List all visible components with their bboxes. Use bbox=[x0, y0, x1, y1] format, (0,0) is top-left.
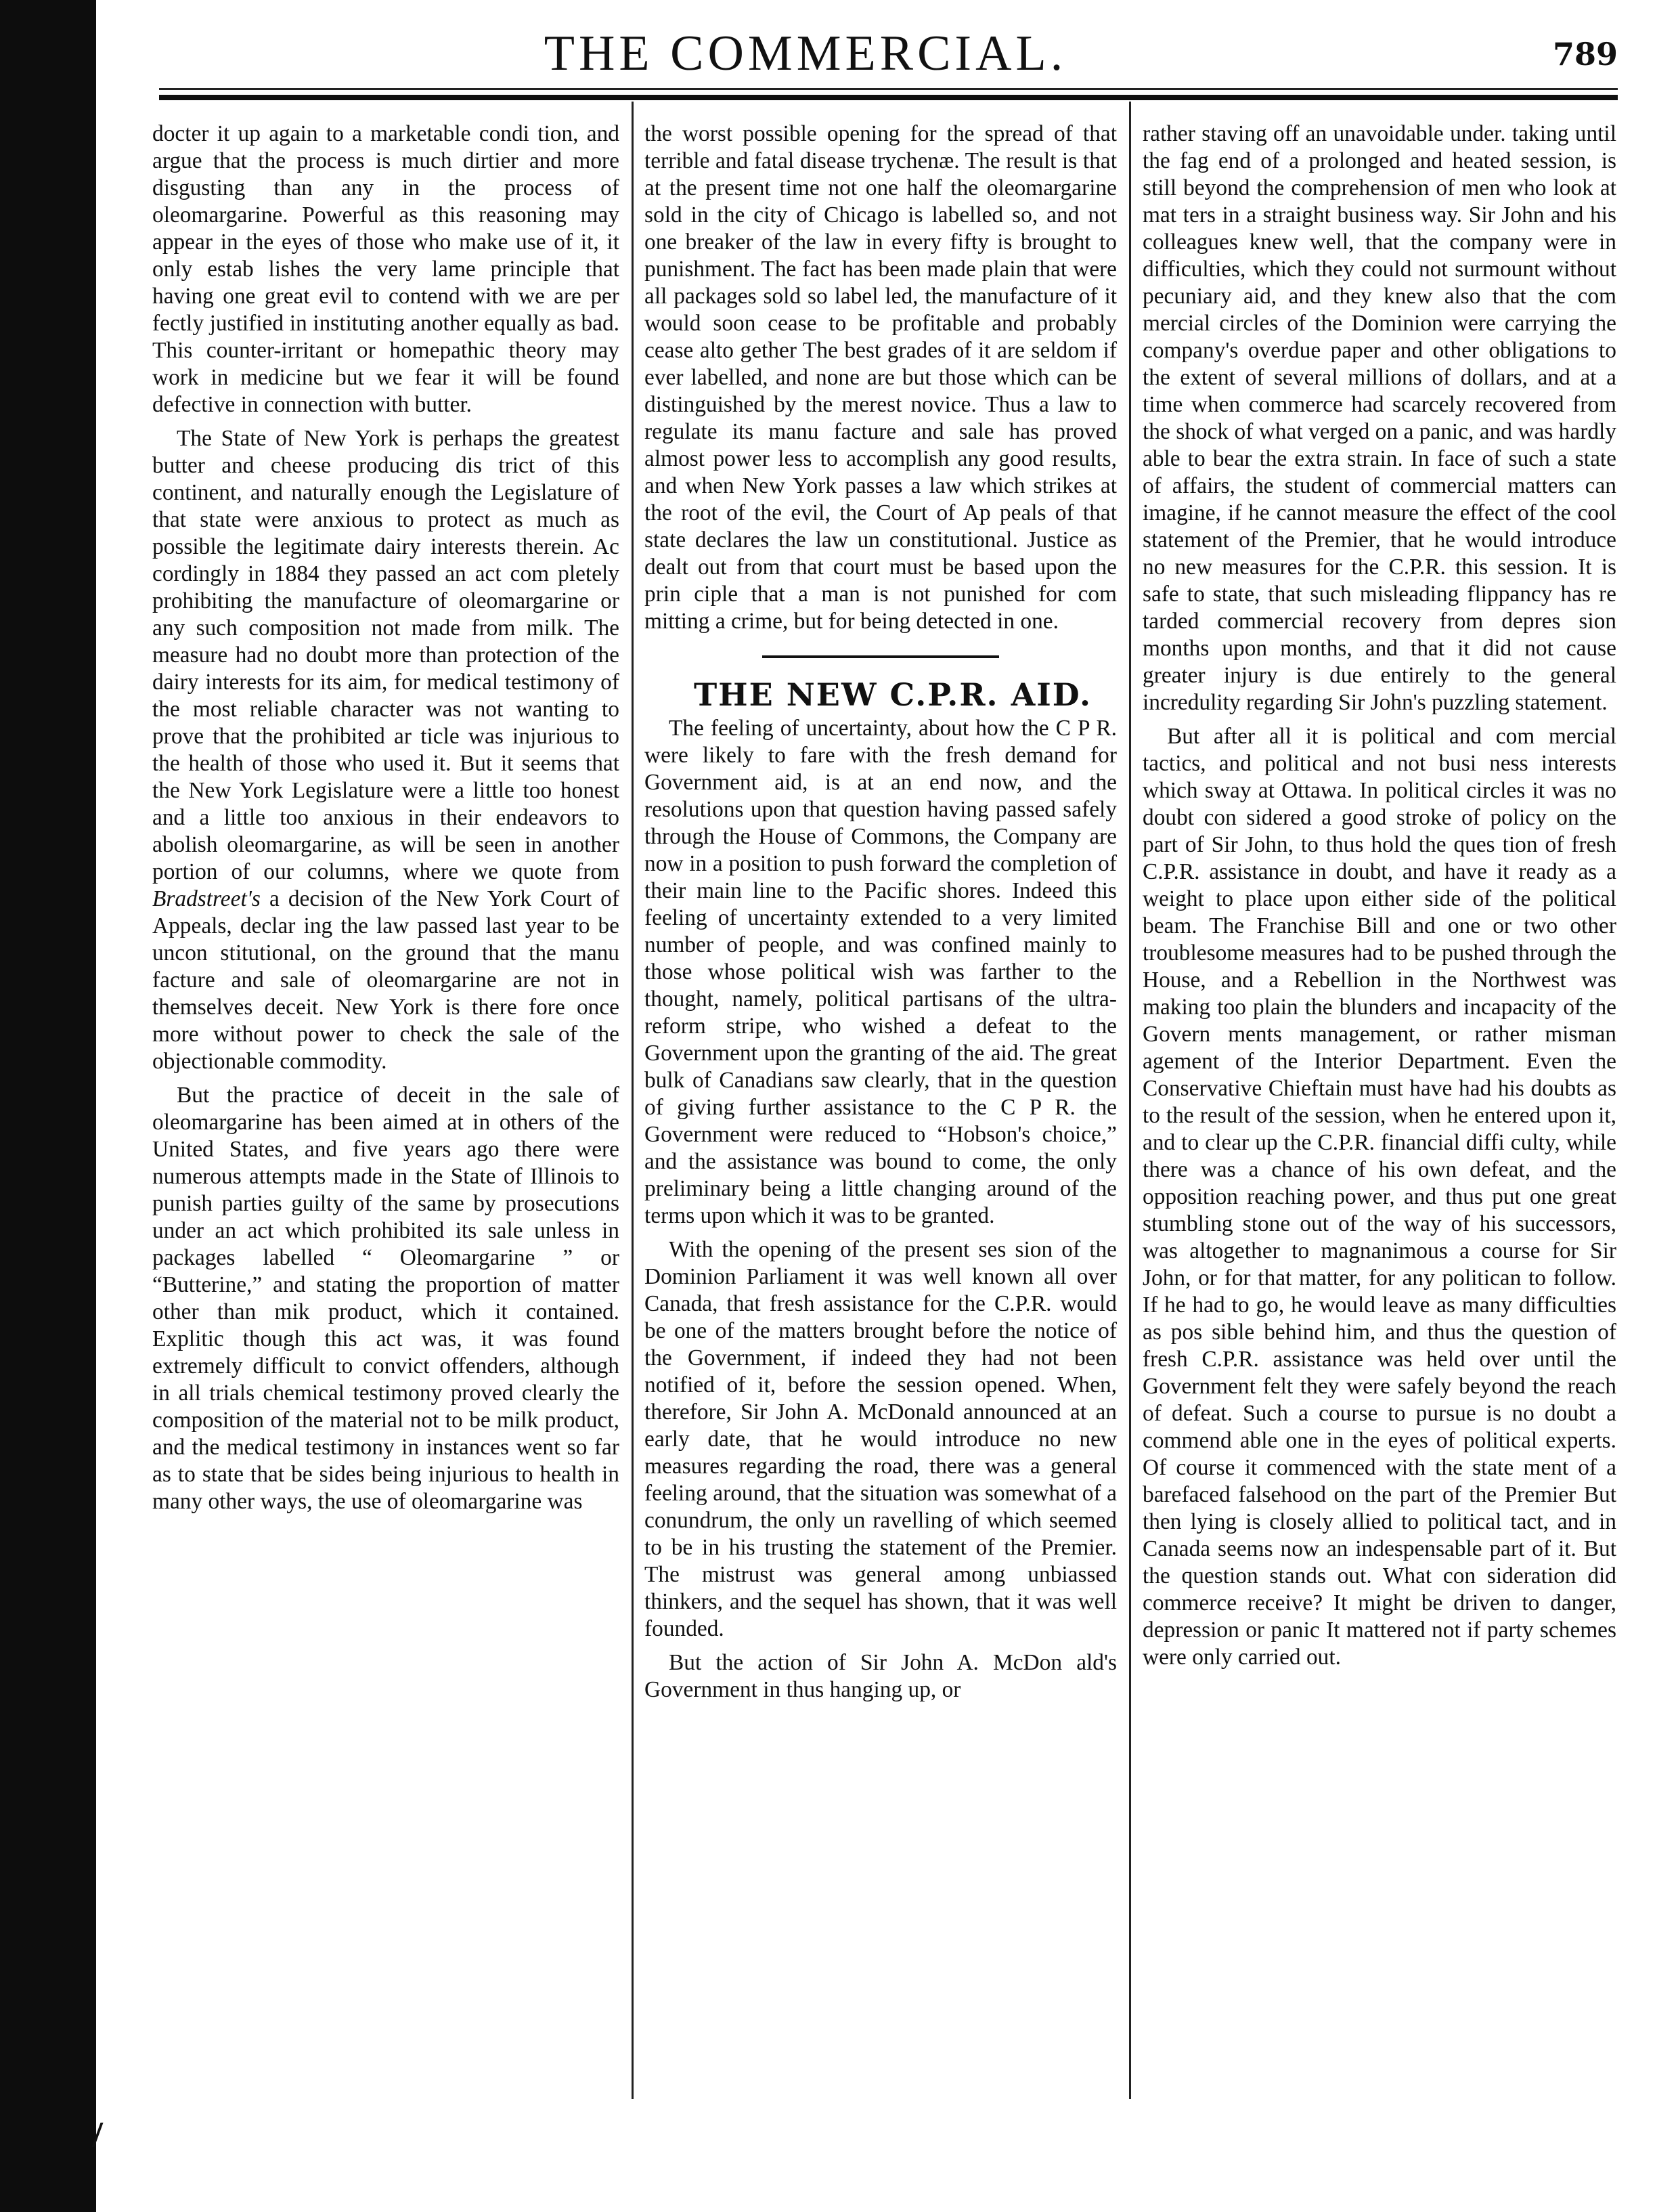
article-paragraph: But the action of Sir John A. McDon ald's Government in thus hanging up, or bbox=[644, 1650, 1117, 1702]
column-2 bbox=[644, 121, 1117, 2111]
header-rule-thin bbox=[159, 88, 1618, 90]
article-headline: THE NEW C.P.R. AID. bbox=[693, 676, 1092, 713]
column-1 bbox=[152, 121, 619, 2111]
page-number: 789 bbox=[1552, 36, 1618, 72]
column-divider-1 bbox=[632, 102, 634, 2099]
masthead bbox=[162, 23, 1618, 84]
article-paragraph: rather staving off an unavoidable under. taking until the fag end of a prolonged and heated session, is still beyond the comprehension of men who look at mat ters in a straight business way. Sir John and his colleagues knew well, that the company were in difficulties, which they could not surmount without pecuniary aid, and they knew also that the com mercial circles of the Dominion were carrying the company's overdue paper and other obligations to the extent of several millions of dollars, and at a time when commerce had scarcely recovered from the shock of what verged on a panic, and was hardly able to bear the extra strain. In face of such a state of affairs, the student of commercial matters can imagine, if he cannot measure the effect of the cool statement of the Premier, that he would introduce no new measures for the C.P.R. this session. It is safe to state, that such misleading flippancy has re tarded commercial recovery from depres sion months upon months, and that it did not cause greater injury is due entirely to the general incredulity regarding Sir John's puzzling statement. bbox=[1143, 121, 1616, 715]
publication-reference: Bradstreet's bbox=[152, 886, 261, 911]
article-paragraph bbox=[152, 425, 619, 1075]
article-paragraph: the worst possible opening for the spread of that terrible and fatal disease trychenæ. The result is that at the present time not one half the oleomargarine sold in the city of Chicago is labelled so, and not one breaker of the law in every fifty is brought to punishment. The fact has been made plain that were all packages sold so label led, the manufacture of it would soon cease to be profitable and probably cease alto gether The best grades of it are seldom if ever labelled, and none are but those which can be distinguished by the merest novice. Thus a law to regulate its manu facture and sale has proved almost power less to accomplish any good results, and when New York passes a law which strikes at the root of the evil, the Court of Ap peals of that state declares the law un constitutional. Justice as dealt out from that court must be based upon the prin ciple that a man is not punished for com mitting a crime, but for being detected in one. bbox=[644, 121, 1117, 634]
header-rule-thick bbox=[159, 95, 1618, 100]
article-paragraph: With the opening of the present ses sion of the Dominion Parliament it was well known all over Canada, that fresh assistance for the C.P.R. would be one of the matters brought before the notice of the Government, if indeed they had not been notified of it, before the session opened. When, therefore, Sir John A. McDonald announced at an early date, that he would introduce no new measures regarding the road, there was a general feeling around, that the situation was somewhat of a conundrum, the only un ravelling of which seemed to be in his trusting the statement of the Premier. The mistrust was general among unbiassed thinkers, and the sequel has shown, that it was well founded. bbox=[644, 1237, 1117, 1641]
section-divider bbox=[762, 655, 999, 658]
publication-title: THE COMMERCIAL. bbox=[544, 26, 1067, 81]
paragraph-text: The State of New York is perhaps the greatest butter and cheese producing dis trict of this continent, and naturally enough the Legislature of that state were anxious to protect as much as possible the legitimate dairy interests therein. Ac cordingly in 1884 they passed an act com pletely prohibiting the manufacture of oleomargarine or any such composition not made from milk. The measure had no doubt more than protection of the dairy interests for its aim, for medical testimony of the most reliable character was not wanting to prove that the prohibited ar ticle was injurious to the health of those who used it. But it seems that the New York Legislature were a little too honest and a little too anxious in their endeavors to abolish oleomargarine, as will be seen in another portion of our columns, where we quote from bbox=[152, 426, 619, 884]
article-paragraph: The feeling of uncertainty, about how the C P R. were likely to fare with the fresh demand for Government aid, is at an end now, and the resolutions upon that question having passed safely through the House of Commons, the Company are now in a position to push forward the completion of their main line to the Pacific shores. Indeed this feeling of uncertainty extended to a very limited number of people, and was confined mainly to those whose political wish was farther to the thought, namely, political partisans of the ultra-reform stripe, who wished a defeat to the Government upon the granting of the aid. The great bulk of Canadians saw clearly, that in the question of giving further assistance to the C P R. the Government were reduced to “Hobson's choice,” and the assistance was bound to come, the only preliminary being a little changing around of the terms upon which it was to be granted. bbox=[644, 716, 1117, 1228]
scan-edge-bar bbox=[0, 0, 96, 2212]
article-paragraph: docter it up again to a marketable condi tion, and argue that the process is much dirtier and more disgusting than any in the process of oleomargarine. Powerful as this reasoning may appear in the eyes of those who make use of it, it only estab lishes the very lame principle that having one great evil to contend with we are per fectly justified in instituting another equally as bad. This counter-irritant or homepathic theory may work in medicine but we fear it will be found defective in connection with butter. bbox=[152, 121, 619, 417]
paragraph-text: a decision of the New York Court of Appeals, declar ing the law passed last year to be uncon stitutional, on the ground that the manu facture and sale of oleomargarine are not in themselves deceit. New York is there fore once more without power to check the sale of the objectionable commodity. bbox=[152, 886, 619, 1074]
column-divider-2 bbox=[1129, 102, 1131, 2099]
article-paragraph: But after all it is political and com mercial tactics, and political and not busi ness interests which sway at Ottawa. In political circles it was no doubt con sidered a good stroke of policy on the part of Sir John, to thus hold the ques tion of fresh C.P.R. assistance in doubt, and have it ready as a weight to place upon either side of the political beam. The Franchise Bill and one or two other troublesome measures had to be pushed through the House, and a Rebellion in the Northwest was making too plain the blunders and incapacity of the Govern ments management, or rather misman agement of the Interior Department. Even the Conservative Chieftain must have had his doubts as to the result of the session, when he entered upon it, and to clear up the C.P.R. financial diffi culty, while there was a chance of his own defeat, and the opposition reaching power, and thus put one great stumbling stone out of the way of his successors, was altogether to magnanimous a course for Sir John, or for that matter, for any politican to follow. If he had to go, he would leave as many difficulties as pos sible behind him, and thus the question of fresh C.P.R. assistance was held over until the Government felt they were safely beyond the reach of defeat. Such a course to pursue is no doubt a commend able one in the eyes of political experts. Of course it commenced with the state ment of a barefaced falsehood on the part of the Premier But then lying is closely allied to political tact, and in Canada seems now an indespensable part of it. But the question stands out. What con sideration did commerce receive? It might be driven to danger, depression or panic It mattered not if party schemes were only carried out. bbox=[1143, 724, 1616, 1670]
column-3 bbox=[1143, 121, 1616, 2111]
article-paragraph: But the practice of deceit in the sale of oleomargarine has been aimed at in others of the United States, and five years ago there were numerous attempts made in the State of Illinois to punish parties guilty of the same by prosecutions under an act which prohibited its sale unless in packages labelled “ Oleomargarine ” or “Butterine,” and stating the proportion of matter other than mik product, which it contained. Explitic though this act was, it was found extremely difficult to convict offenders, although in all trials chemical testimony proved clearly the composition of the material not to be milk product, and the medical testimony in instances went so far as to state that be sides being injurious to health in many other ways, the use of oleomargarine was bbox=[152, 1083, 619, 1514]
